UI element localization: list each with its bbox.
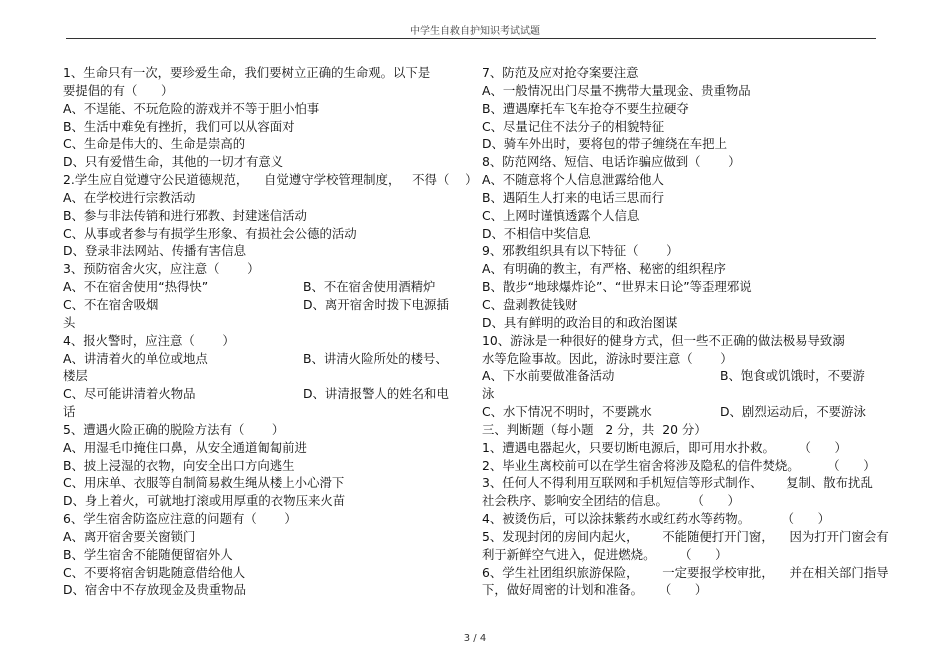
- text-line: 头: [63, 314, 76, 330]
- text-line: B、生活中难免有挫折，我们可以从容面对: [63, 118, 295, 134]
- text-line: 要提倡的有（ ）: [63, 82, 174, 98]
- option-text: B、讲清火险所处的楼号、: [303, 350, 448, 366]
- text-line: A、离开宿舍要关窗锁门: [63, 528, 196, 544]
- text-line: A、在学校进行宗教活动: [63, 189, 196, 205]
- option-row: [63, 385, 455, 403]
- text-line: A、用湿毛巾掩住口鼻，从安全通道匍匐前进: [63, 439, 307, 455]
- page-header-title: 中学生自救自护知识考试试题: [410, 26, 540, 37]
- text-line: 2、毕业生离校前可以在学生宿舍将涉及隐私的信件焚烧。 （ ）: [482, 457, 876, 473]
- text-line: 4、被烫伤后，可以涂抹紫药水或红药水等药物。 （ ）: [482, 511, 831, 527]
- text-line: A、一般情况出门尽量不携带大量现金、贵重物品: [482, 82, 751, 98]
- text-line: C、从事或者参与有损学生形象、有损社会公德的活动: [63, 225, 357, 241]
- text-line: 1、遭遇电器起火，只要切断电源后，即可用水扑救。 （ ）: [482, 439, 847, 455]
- text-line: 5、发现封闭的房间内起火， 不能随便打开门窗， 因为打开门窗会有: [482, 528, 889, 544]
- text-line: 社会秩序、影响安全团结的信息。 （ ）: [482, 493, 740, 509]
- text-line: 4、报火警时，应注意（ ）: [63, 332, 235, 348]
- text-line: D、具有鲜明的政治目的和政治图谋: [482, 314, 678, 330]
- page-number: 3 / 4: [463, 633, 487, 644]
- text-line: D、登录非法网站、传播有害信息: [63, 243, 247, 259]
- text-line: 3、任何人不得利用互联网和手机短信等形式制作、 复制、散布扰乱: [482, 475, 873, 491]
- text-line: A、不逞能、不玩危险的游戏并不等于胆小怕事: [63, 100, 320, 116]
- option-text: D、离开宿舍时拨下电源插: [303, 296, 449, 312]
- text-line: 6、学生宿舍防盗应注意的问题有（ ）: [63, 511, 297, 527]
- text-line: 三、判断题（每小题 2 分，共 20 分）: [482, 421, 707, 437]
- text-line: C、生命是伟大的、生命是崇高的: [63, 136, 246, 152]
- text-line: 下，做好周密的计划和准备。 （ ）: [482, 582, 708, 598]
- option-row: [482, 403, 880, 421]
- option-text: B、饱食或饥饿时，不要游: [720, 368, 865, 384]
- header-divider: [66, 38, 876, 39]
- text-line: 话: [63, 404, 76, 420]
- text-line: C、上网时谨慎透露个人信息: [482, 207, 640, 223]
- option-row: [482, 367, 880, 385]
- option-row: [63, 278, 455, 296]
- text-line: 5、遭遇火险正确的脱险方法有（ ）: [63, 421, 285, 437]
- left-column: [63, 64, 478, 599]
- text-line: B、学生宿舍不能随便留宿外人: [63, 546, 233, 562]
- option-text: C、不在宿舍吸烟: [63, 296, 159, 312]
- option-text: A、下水前要做准备活动: [482, 368, 615, 384]
- option-text: D、剧烈运动后，不要游泳: [720, 404, 866, 420]
- option-text: C、水下情况不明时，不要跳水: [482, 404, 652, 420]
- text-line: 9、邪教组织具有以下特征（ ）: [482, 243, 679, 259]
- text-line: B、遭遇摩托车飞车抢夺不要生拉硬夺: [482, 100, 689, 116]
- text-line: 10、游泳是一种很好的健身方式，但一些不正确的做法极易导致溺: [482, 332, 845, 348]
- text-line: B、散步“地球爆炸论”、“世界末日论”等歪理邪说: [482, 279, 752, 295]
- text-line: B、参与非法传销和进行邪教、封建迷信活动: [63, 207, 307, 223]
- text-line: C、用床单、衣服等自制简易救生绳从楼上小心滑下: [63, 475, 345, 491]
- text-line: D、骑车外出时，要将包的带子缠绕在车把上: [482, 136, 727, 152]
- text-line: 7、防范及应对抢夺案要注意: [482, 65, 639, 80]
- option-text: B、不在宿舍使用酒精炉: [303, 279, 436, 295]
- option-row: [63, 296, 455, 314]
- text-line: B、披上浸湿的衣物，向安全出口方向逃生: [63, 457, 295, 473]
- text-line: C、盘剥教徒钱财: [482, 296, 578, 312]
- text-line: C、不要将宿舍钥匙随意借给他人: [63, 564, 246, 580]
- text-line: D、不相信中奖信息: [482, 225, 591, 241]
- right-column: [482, 64, 889, 599]
- text-line: 水等危险事故。因此，游泳时要注意（ ）: [482, 350, 733, 366]
- option-text: C、尽可能讲清着火物品: [63, 386, 196, 402]
- text-line: 泳: [482, 386, 495, 402]
- text-line: D、只有爱惜生命，其他的一切才有意义: [63, 154, 284, 170]
- text-line: 利于新鲜空气进入，促进燃烧。 （ ）: [482, 546, 728, 562]
- text-line: A、有明确的教主，有严格、秘密的组织程序: [482, 261, 726, 277]
- text-line: 2.学生应自觉遵守公民道德规范， 自觉遵守学校管理制度， 不得（ ）: [63, 172, 478, 188]
- option-text: A、讲清着火的单位或地点: [63, 350, 208, 366]
- text-line: 8、防范网络、短信、电话诈骗应做到（ ）: [482, 154, 741, 170]
- text-line: D、宿舍中不存放现金及贵重物品: [63, 582, 247, 598]
- text-line: D、身上着火，可就地打滚或用厚重的衣物压来火苗: [63, 493, 346, 509]
- text-line: 6、学生社团组织旅游保险， 一定要报学校审批， 并在相关部门指导: [482, 564, 889, 580]
- text-line: C、尽量记住不法分子的相貌特征: [482, 118, 665, 134]
- text-line: 1、生命只有一次，要珍爱生命，我们要树立正确的生命观。以下是: [63, 65, 431, 80]
- text-line: B、遇陌生人打来的电话三思而行: [482, 189, 664, 205]
- option-text: A、不在宿舍使用“热得快”: [63, 279, 209, 295]
- text-line: 3、预防宿舍火灾，应注意（ ）: [63, 261, 260, 277]
- text-line: A、不随意将个人信息泄露给他人: [482, 172, 664, 188]
- option-text: D、讲清报警人的姓名和电: [303, 386, 449, 402]
- option-row: [63, 350, 455, 368]
- text-line: 楼层: [63, 368, 88, 384]
